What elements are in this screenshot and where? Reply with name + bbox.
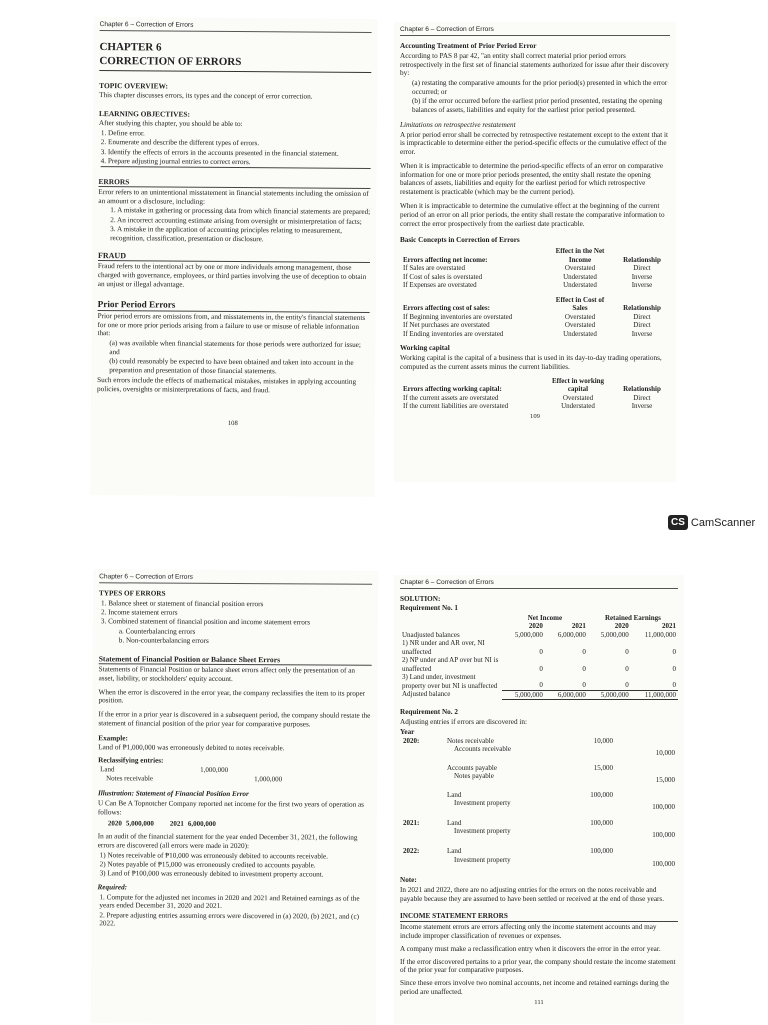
table-cell: Direct	[633, 321, 651, 330]
working-capital-table	[400, 377, 670, 411]
table-cell: Investment property	[454, 855, 511, 864]
table-row	[400, 264, 670, 273]
page-number: 111	[534, 998, 544, 1006]
table-cell: 2021	[169, 820, 184, 829]
overview-heading: TOPIC OVERVIEW:	[99, 80, 169, 91]
table-cell: Overstated	[564, 264, 596, 273]
table-cell: 5,000,000	[588, 690, 631, 700]
table-cell: Direct	[633, 393, 651, 402]
chapter-header: Chapter 6 – Correction of Errors	[99, 573, 372, 584]
table-cell: 2) NP under and AP over but NI is unaffected	[402, 656, 499, 673]
table-header: Errors affecting working capital:	[403, 385, 502, 394]
table-cell: 10,000	[593, 736, 613, 745]
chapter-number: CHAPTER 6	[99, 41, 162, 54]
table-cell: Unadjusted balances	[402, 630, 460, 639]
table-cell: Land	[447, 790, 462, 799]
table-cell: Notes receivable	[447, 736, 494, 745]
table-cell: 0	[672, 664, 676, 673]
list-item: 2. An incorrect accounting estimate arising from oversight or misinterpretation of facts;	[110, 215, 362, 226]
table-cell: If Sales are overstated	[403, 264, 465, 273]
chapter-title	[99, 41, 371, 72]
note-heading: Note:	[400, 876, 417, 885]
objectives-heading: LEARNING OBJECTIVES:	[98, 109, 190, 120]
solution-table	[400, 614, 678, 701]
table-header: Effect in Cost of Sales	[555, 295, 605, 313]
requirement-1-heading: Requirement No. 1	[400, 603, 458, 612]
table-cell: Inverse	[631, 281, 653, 290]
table-cell: Accounts payable	[447, 763, 497, 772]
table-row	[400, 656, 678, 673]
table-cell: 15,000	[655, 776, 675, 785]
list-item: 3. Combined statement of financial position and income statement errors	[100, 617, 311, 627]
table-cell: Understated	[561, 402, 595, 411]
required-heading: Required:	[97, 883, 128, 892]
table-row	[400, 785, 678, 800]
table-row	[400, 394, 670, 403]
table-row	[400, 690, 678, 700]
working-capital-text: Working capital is the capital of a business that is used in its day-to-day trading operations, computed as the current assets minus the current liabilities.	[400, 354, 662, 372]
table-cell: Inverse	[631, 402, 653, 411]
table-row	[400, 639, 678, 656]
table-cell: Overstated	[564, 321, 596, 330]
list-item: 1) Notes receivable of ₱10,000 was erroneously debited to accounts receivable.	[99, 850, 329, 860]
net-income-values	[106, 820, 218, 829]
table-cell: Inverse	[631, 272, 653, 281]
list-item: 1. Define error.	[100, 129, 145, 138]
table-cell: Overstated	[564, 312, 596, 321]
note-text: In 2021 and 2022, there are no adjusting entries for the errors on the notes receivable and payable because they are assumed to have been settled or received at the end of those years.	[400, 885, 665, 903]
table-row	[400, 281, 670, 290]
table-cell: 0	[588, 673, 631, 690]
table-cell: 1,000,000	[254, 774, 283, 783]
page-number: 109	[530, 412, 540, 420]
chapter-name: CORRECTION OF ERRORS	[99, 54, 242, 68]
table-cell: 2022:	[403, 847, 420, 855]
reclass-table	[98, 765, 284, 783]
table-row	[400, 737, 678, 746]
table-cell: Notes receivable	[106, 773, 153, 783]
table-cell: Adjusted balance	[402, 690, 451, 699]
table-cell: Land	[447, 847, 462, 855]
table-cell: 1) NR under and AR over, NI unaffected	[402, 639, 485, 656]
limitations-text: A prior period error shall be corrected by retrospective restatement except to the extent that it is impracticable to determine either the period-specific effects or the cumulative effect of the error.	[400, 130, 669, 157]
table-row	[400, 745, 678, 758]
table-cell: 6,000,000	[187, 820, 216, 829]
adjusting-entries-table	[400, 737, 678, 868]
table-cell: 2021:	[403, 818, 420, 827]
errors-heading: ERRORS	[98, 177, 370, 189]
list-item: 3. Identify the effects of errors in the accounts presented in the financial statement.	[100, 147, 339, 158]
table-cell: Land	[100, 765, 115, 774]
income-statement-text-3: If the error discovered pertains to a prior year, the company should restate the income statement of the prior year for comparative purposes.	[400, 957, 676, 975]
table-cell: 1,000,000	[200, 765, 229, 774]
column-year: 2021	[662, 622, 676, 631]
table-row	[98, 774, 284, 784]
list-item: (a) restating the comparative amounts for the prior period(s) presented in which the error occurred; or	[412, 79, 668, 96]
table-cell: 3) Land under, investment property over but NI is unaffected	[402, 673, 498, 690]
reclass-heading: Reclassifying entries:	[98, 756, 164, 765]
table-cell: If Net purchases are overstated	[403, 321, 490, 330]
column-year: 2021	[571, 622, 586, 631]
table-row	[400, 772, 678, 785]
fraud-text: Fraud refers to the intentional act by one or more individuals among management, those charged with governance, employees, or third parties involving the use of deception to obtain an unjust or illegal advantage.	[97, 262, 367, 289]
limitations-heading: Limitations on retrospective restatement	[400, 120, 516, 129]
objectives-list	[101, 129, 371, 169]
column-group: Net Income	[527, 613, 563, 622]
types-list	[101, 599, 372, 646]
list-item: 1. Balance sheet or statement of financial position errors	[100, 599, 264, 608]
column-year: 2020	[614, 622, 629, 631]
table-cell: 5,000,000	[514, 630, 543, 639]
table-cell: If Ending inventories are overstated	[403, 329, 504, 338]
camscanner-watermark	[668, 515, 755, 530]
audit-list	[100, 851, 371, 880]
table-cell: 0	[539, 647, 543, 656]
table-cell: 0	[631, 673, 678, 690]
page-110	[91, 569, 378, 1024]
table-cell: If Cost of sales is overstated	[403, 272, 483, 281]
table-cell: 6,000,000	[545, 690, 588, 700]
ppe-heading: Prior Period Errors	[98, 299, 370, 313]
page-108	[90, 17, 377, 497]
example-heading: Example:	[98, 733, 128, 743]
table-cell: 0	[625, 664, 629, 673]
column-group: Retained Earnings	[605, 613, 661, 622]
table-row	[400, 631, 678, 640]
table-cell: Notes payable	[454, 772, 494, 781]
table-cell: 11,000,000	[631, 690, 678, 700]
table-cell: Understated	[563, 329, 597, 338]
list-item: 3. A mistake in the application of accounting principles relating to measurement, recognition, classification, presentation or disclosure.	[110, 225, 342, 243]
table-row	[400, 313, 670, 322]
ppe-text: Prior period errors are omissions from, and misstatements in, the entity's financial statements for one or more prior periods arising from a failure to use or misuse of reliable information that:	[97, 311, 366, 338]
table-cell: Overstated	[562, 393, 594, 402]
table-cell: Investment property	[454, 827, 511, 836]
table-header: Effect in the Net Income	[555, 247, 605, 264]
table-row	[106, 820, 218, 829]
table-cell	[230, 766, 284, 775]
sfp-heading: Statement of Financial Position or Balance Sheet Errors	[99, 654, 372, 666]
treatment-list	[402, 79, 670, 115]
table-cell: 100,000	[590, 818, 613, 827]
chapter-header: Chapter 6 – Correction of Errors	[100, 21, 372, 33]
solution-heading: SOLUTION:	[400, 595, 441, 604]
table-cell: If Expenses are overstated	[403, 281, 477, 290]
table-row	[400, 273, 670, 282]
chapter-header: Chapter 6 – Correction of Errors	[400, 579, 678, 589]
table-header: Errors affecting cost of sales:	[403, 304, 490, 313]
list-item: b. Non-counterbalancing errors	[118, 636, 209, 645]
page-number: 108	[227, 420, 238, 428]
table-cell: Investment property	[454, 799, 511, 808]
table-row	[400, 799, 678, 812]
table-cell: 2020	[107, 819, 122, 828]
basic-concepts-heading: Basic Concepts in Correction of Errors	[400, 236, 520, 245]
sfp-text-2: When the error is discovered in the error year, the company reclassifies the item to its proper position.	[98, 687, 366, 705]
required-list	[99, 893, 370, 930]
ppe-list	[99, 339, 369, 377]
limitations-text-3: When it is impracticable to determine the cumulative effect at the beginning of the current period of an error on all prior periods, the entity shall restate the comparative information to correct the error prospectively from the earliest date practicable.	[400, 202, 665, 228]
table-cell: 100,000	[652, 831, 675, 840]
table-cell: 100,000	[590, 847, 613, 855]
illustration-text: U Can Be A Topnotcher Company reported net income for the first two years of operation as follows:	[97, 799, 365, 817]
list-item: a. Counterbalancing errors	[118, 627, 196, 636]
list-item: 3) Land of ₱100,000 was erroneously debited to investment property account.	[99, 869, 324, 879]
table-cell: 15,000	[593, 763, 613, 772]
table-cell	[186, 774, 230, 783]
table-cell: 100,000	[652, 859, 675, 868]
table-header: Effect in working capital	[551, 376, 605, 394]
net-income-table	[400, 247, 670, 290]
table-row	[400, 673, 678, 690]
list-item: 1. Compute for the adjusted net incomes in 2020 and 2021 and Retained earnings as of the years ended December 31, 2020 and 2021.	[99, 892, 360, 911]
errors-list	[100, 206, 370, 244]
page-109	[394, 22, 676, 482]
list-item: 2. Income statement errors	[100, 608, 178, 617]
overview-text: This chapter discusses errors, its types and the concept of error correction.	[99, 90, 313, 101]
table-cell: 5,000,000	[125, 819, 154, 828]
treatment-heading: Accounting Treatment of Prior Period Error	[400, 42, 537, 51]
types-heading: TYPES OF ERRORS	[99, 589, 166, 598]
table-row	[400, 758, 678, 773]
income-statement-text-2: A company must make a reclassification entry when it discovers the error in the error year.	[400, 944, 661, 953]
camscanner-label: CamScanner	[690, 516, 756, 529]
table-row	[400, 812, 678, 828]
table-cell: 11,000,000	[644, 630, 676, 639]
table-cell: 0	[625, 647, 629, 656]
table-header: Relationship	[623, 304, 661, 313]
example-text: Land of ₱1,000,000 was erroneously debited to notes receivable.	[98, 743, 285, 753]
objectives-intro: After studying this chapter, you should be able to:	[98, 119, 243, 129]
list-item: (a) was available when financial statements for those periods were authorized for issue; and	[109, 339, 361, 357]
table-cell: 0	[502, 673, 545, 690]
table-cell: 0	[582, 647, 586, 656]
table-row	[400, 856, 678, 869]
table-cell: 6,000,000	[557, 630, 586, 639]
income-statement-text-4: Since these errors involve two nominal accounts, net income and retained earnings during the period are unaffected.	[400, 979, 670, 996]
table-cell: Accounts receivable	[454, 745, 511, 754]
table-cell: Inverse	[631, 329, 653, 338]
table-header: Errors affecting net income:	[403, 255, 488, 264]
table-cell: 0	[539, 664, 543, 673]
table-cell: 0	[672, 647, 676, 656]
table-cell: 0	[582, 664, 586, 673]
audit-text: In an audit of the financial statement for the year ended December 31, 2021, the following errors are discovered (all errors were made in 2020):	[97, 832, 358, 850]
camscanner-logo: CS	[668, 515, 688, 530]
list-item: (b) could reasonably be expected to have been obtained and taken into account in the preparation and presentation of those financial statements.	[109, 357, 354, 376]
requirement-2-heading: Requirement No. 2	[400, 708, 458, 717]
ppe-text-2: Such errors include the effects of mathematical mistakes, mistakes in applying accounting policies, oversights or misinterpretations of facts, and fraud.	[97, 375, 357, 394]
income-statement-heading: INCOME STATEMENT ERRORS	[400, 912, 678, 922]
working-capital-heading: Working capital	[400, 344, 450, 353]
table-cell: If the current liabilities are overstated	[403, 402, 509, 411]
column-year: 2020	[528, 622, 543, 631]
list-item: 4. Prepare adjusting journal entries to correct errors.	[101, 157, 371, 169]
list-item: 1. A mistake in gathering or processing data from which financial statements are prepared;	[110, 206, 371, 217]
list-item: (b) if the error occurred before the earliest prior period presented, restating the opening balances of assets, liabilities and equity for the earliest prior period presented.	[412, 97, 663, 114]
table-cell: 5,000,000	[600, 630, 629, 639]
errors-text: Error refers to an unintentional misstatement in financial statements including the omission of an amount or a disclosure, including:	[98, 187, 369, 206]
table-cell: If Beginning inventories are overstated	[403, 312, 513, 321]
table-cell: 10,000	[655, 749, 675, 758]
chapter-header: Chapter 6 – Correction of Errors	[400, 26, 670, 36]
table-cell: Direct	[633, 264, 651, 273]
table-header: Relationship	[623, 255, 661, 264]
limitations-text-2: When it is impracticable to determine the period-specific effects of an error on comparative information for one or more prior periods presented, the entity shall restate the opening balances of assets, liabilities and equity for the earliest period for which retrospective restatement is practicable (which may be the current period).	[400, 161, 664, 197]
table-row	[400, 330, 670, 339]
list-item: 2) Notes payable of ₱15,000 was erroneously credited to accounts payable.	[99, 860, 316, 870]
list-item: 2. Prepare adjusting entries assuming errors were discovered in (a) 2020, (b) 2021, and (c) 2022.	[99, 910, 360, 928]
table-cell: 0	[545, 673, 588, 690]
table-row	[400, 840, 678, 856]
table-cell: 5,000,000	[502, 690, 545, 700]
income-statement-text: Income statement errors are errors affecting only the income statement accounts and may include improper classification of revenues or expenses.	[400, 923, 657, 940]
requirement-2-text: Adjusting entries if errors are discovered in:	[400, 718, 527, 727]
table-cell: Land	[447, 818, 462, 827]
illustration-heading: Illustration: Statement of Financial Position Error	[97, 789, 249, 799]
table-cell: Understated	[563, 281, 597, 290]
table-cell: 2020:	[403, 736, 420, 745]
table-row	[400, 321, 670, 330]
sfp-text-3: If the error in a prior year is discovered in a subsequent period, the company should restate the statement of financial position of the prior year for comparative purposes.	[98, 710, 371, 729]
table-row	[400, 402, 670, 411]
fraud-heading: FRAUD	[98, 251, 370, 264]
list-item: 2. Enumerate and describe the different types of errors.	[100, 138, 260, 148]
table-row	[400, 827, 678, 840]
sfp-text: Statements of Financial Position or balance sheet errors affect only the presentation of an asset, liability, or stockholders' equity account.	[98, 665, 356, 683]
page-111	[394, 575, 684, 1024]
table-header: Relationship	[623, 385, 661, 394]
table-cell: If the current assets are overstated	[403, 393, 499, 402]
table-cell: Direct	[633, 312, 651, 321]
cost-of-sales-table	[400, 296, 670, 339]
table-cell: Understated	[563, 272, 597, 281]
table-cell: 100,000	[652, 803, 675, 812]
table-cell: 100,000	[590, 790, 613, 799]
treatment-text: According to PAS 8 par 42, "an entity shall correct material prior period errors retrospectively in the first set of financial statements authorized for issue after their discovery by:	[400, 51, 669, 78]
year-label: Year	[400, 727, 415, 736]
